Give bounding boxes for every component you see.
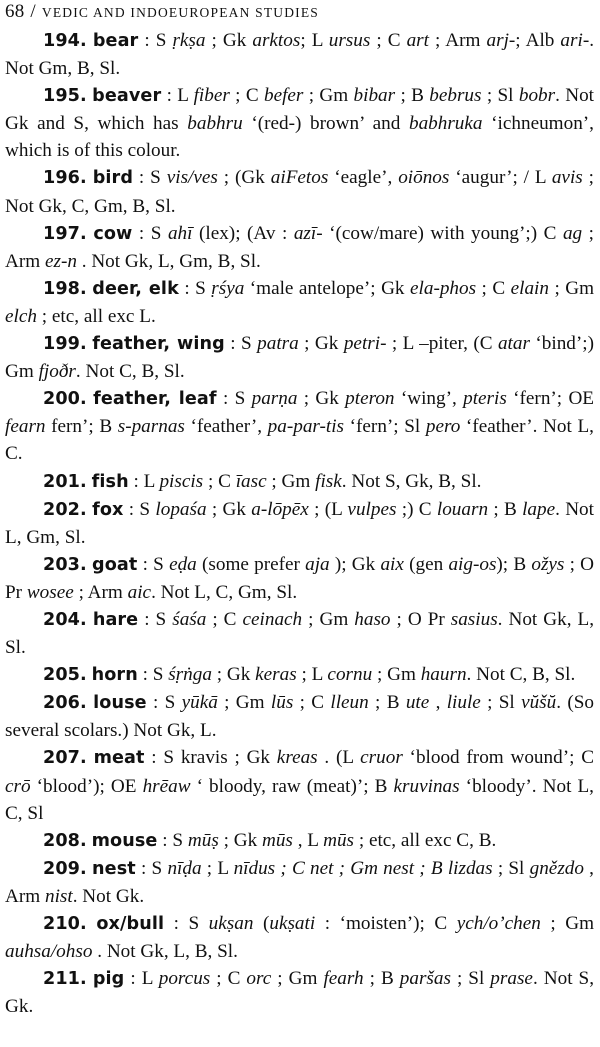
entry-headword: deer, elk [92, 278, 179, 299]
entry-mouse [5, 827, 594, 855]
entry-text: ; Arm [5, 222, 594, 272]
entry-text: ‘(cow/mare) with young’;) C [322, 222, 563, 244]
cognate-form: elain [510, 277, 549, 299]
entry-number: 201. [43, 471, 87, 492]
entry-text: ; Gm [548, 277, 595, 299]
cognate-form: pero [425, 416, 461, 438]
cognate-form: liule [446, 692, 481, 714]
entry-text: ; Gm [217, 692, 271, 714]
cognate-form: eḍa [169, 553, 197, 575]
cognate-form: cornu [327, 664, 373, 686]
entry-text: : S [216, 388, 252, 410]
cognate-form: patra [257, 333, 299, 355]
entry-text: ; C [210, 968, 247, 990]
entry-number: 207. [43, 748, 87, 769]
entry-number: 195. [43, 86, 87, 107]
entry-lead [5, 747, 145, 768]
cognate-form: kruvinas [393, 775, 460, 797]
entry-text: . Not C, B, Sl. [466, 664, 576, 686]
entry-text: ; O Pr [390, 608, 451, 630]
entry-text: : S [137, 664, 169, 686]
entry-fish [5, 468, 594, 496]
entry-text: : ‘moisten’); C [315, 913, 457, 934]
cognate-form: śaśa [172, 608, 207, 630]
cognate-form: ceinach [242, 608, 303, 630]
entry-text: ‘augur’; / L [449, 167, 552, 189]
entry-text: fern’; B [45, 416, 118, 438]
entry-text: ‘ bloody, raw (meat)’; B [190, 775, 394, 797]
entry-text: : S [135, 857, 168, 879]
entry-text: : S [178, 277, 212, 299]
entry-lead [5, 388, 217, 409]
cognate-form: mūs [323, 829, 355, 851]
entry-text: ; Gm [271, 968, 324, 990]
entry-cow [5, 220, 594, 275]
entry-text: ‘ichneumon’, which is of this colour. [5, 113, 594, 162]
cognate-form: ukṣati [269, 913, 316, 934]
entry-headword: ox/bull [96, 914, 165, 934]
entry-text: ; B [395, 85, 430, 107]
cognate-form: babhru [187, 113, 243, 135]
entry-headword: bird [92, 168, 134, 189]
entry-text: ; L [201, 857, 234, 879]
entry-headword: feather, leaf [93, 389, 217, 410]
entry-text: : S kravis ; Gk [144, 747, 277, 769]
entry-number: 210. [43, 914, 87, 934]
entry-headword: beaver [92, 86, 162, 107]
entry-lead [5, 333, 225, 354]
cognate-form: pa-par-tis [267, 416, 345, 438]
cognate-form: piscis [159, 470, 204, 492]
cognate-form: arj- [486, 30, 516, 51]
cognate-form: atar [497, 333, 530, 355]
entry-text: : L [161, 85, 194, 107]
entry-nest [5, 855, 594, 910]
entry-text: ; B [368, 692, 406, 714]
cognate-form: haurn [420, 664, 467, 686]
entry-text: ; C [229, 85, 264, 107]
entry-lead [5, 554, 137, 575]
entry-number: 204. [43, 609, 87, 630]
entry-text: ; Sl [492, 857, 530, 879]
entry-text: ( [253, 913, 270, 934]
cognate-form: bibar [353, 85, 396, 107]
cognate-form: vis/ves [166, 167, 218, 189]
entry-text: ;) C [396, 498, 437, 520]
entry-text: ); Gk [329, 553, 381, 575]
cognate-form: ych/o’chen [456, 913, 541, 934]
cognate-form: ez-n [44, 250, 77, 272]
page-number: 68 [5, 1, 25, 22]
cognate-form: aig-os [448, 553, 497, 575]
entry-text: ; C [476, 277, 511, 299]
entry-text: . Not S, Gk, B, Sl. [341, 470, 482, 492]
entry-number: 202. [43, 499, 87, 520]
entry-deer-elk [5, 275, 594, 330]
cognate-form: parṇa [251, 388, 298, 410]
entry-text: ; Gk [211, 664, 256, 686]
cognate-form: hrēaw [142, 775, 191, 797]
cognate-form: avis [551, 167, 583, 189]
cognate-form: aix [380, 553, 404, 575]
cognate-form: orc [246, 968, 272, 990]
entry-lead [5, 223, 132, 244]
entry-text: . Not S, Gk. [5, 968, 594, 1018]
entry-lead [5, 830, 157, 851]
entry-text: (some prefer [196, 553, 306, 575]
cognate-form: lopaśa [155, 498, 207, 520]
entry-number: 209. [43, 858, 87, 879]
entry-horn [5, 661, 594, 689]
entry-text: , Arm [5, 857, 594, 907]
entry-meat [5, 744, 594, 826]
entry-text: . Not C, B, Sl. [75, 361, 185, 383]
entry-text: ; Gm [302, 608, 355, 630]
entry-number: 203. [43, 554, 87, 575]
cognate-form: befer [263, 85, 304, 107]
entry-text: (gen [403, 553, 449, 575]
entry-number: 196. [43, 168, 87, 189]
entry-text: . Not Gk and S, which has [5, 85, 595, 135]
entry-text: . (So several scolars.) Not Gk, L. [5, 692, 594, 742]
entry-text: : L [124, 968, 159, 990]
entry-text: , [429, 692, 447, 714]
entry-text: ; Alb [515, 30, 561, 51]
entry-text: ‘blood from wound’; C [402, 747, 594, 769]
entry-text: ; L [296, 664, 328, 686]
cognate-form: keras [255, 664, 297, 686]
entry-text: : S [224, 333, 258, 355]
cognate-form: īasc [235, 470, 267, 492]
entry-goat [5, 551, 594, 606]
entry-text: ‘eagle’, [328, 167, 399, 189]
cognate-form: ṛśya [211, 277, 245, 299]
entry-number: 199. [43, 334, 87, 355]
cognate-form: nist [44, 885, 73, 907]
cognate-form: louarn [436, 498, 489, 520]
entry-text: (lex); (Av : [192, 222, 294, 244]
entry-text: ; Gm [303, 85, 354, 107]
cognate-form: fisk [315, 470, 342, 492]
entry-text: ; Gm [372, 664, 421, 686]
cognate-form: petri- [343, 333, 387, 355]
entry-text: ; Gk [205, 30, 253, 51]
cognate-form: vŭšŭ [521, 692, 557, 714]
entry-bird [5, 164, 594, 219]
cognate-form: nīḍa [167, 857, 202, 879]
entry-text: ; Arm [428, 30, 487, 51]
entry-text: ; (Gk [217, 167, 271, 189]
entry-number: 197. [43, 223, 87, 244]
cognate-form: paršas [399, 968, 451, 990]
entry-text: ‘fern’; Sl [344, 416, 426, 438]
entry-text: ‘(red-) brown’ and [242, 113, 409, 135]
entry-text: ; Sl [480, 692, 522, 714]
entry-headword: nest [92, 858, 136, 879]
cognate-form: ari- [560, 30, 590, 51]
cognate-form: bobr [518, 85, 556, 107]
entry-text: ; O Pr [5, 553, 595, 603]
entry-text: : S [137, 553, 170, 575]
entry-text: ‘fern’; OE [506, 388, 595, 410]
entry-hare [5, 606, 594, 661]
cognate-form: bebrus [429, 85, 482, 107]
entry-lead [5, 858, 136, 879]
cognate-form: oiōnos [398, 167, 450, 189]
entry-text: ; Gk [218, 829, 262, 851]
cognate-form: fearh [323, 968, 364, 990]
cognate-form: a-lōpēx [251, 498, 309, 520]
entry-text: ; B [488, 498, 523, 520]
cognate-form: fearn [5, 416, 46, 438]
entry-text: ; Gk [297, 388, 346, 410]
entry-fox [5, 496, 594, 551]
entry-text: ; C [293, 692, 331, 714]
cognate-form: arktos [252, 30, 301, 51]
entry-headword: meat [93, 748, 145, 769]
entry-text: ; C [206, 608, 243, 630]
cognate-form: aiFetos [270, 167, 329, 189]
entry-text: ‘male antelope’; Gk [244, 277, 410, 299]
entry-text: ; Gm [540, 913, 595, 934]
entry-number: 208. [43, 830, 87, 851]
cognate-form: nīdus ; C net ; Gm nest ; B lizdas [233, 857, 493, 879]
entry-headword: pig [92, 969, 125, 990]
cognate-form: sasius [450, 608, 498, 630]
entry-text: ‘bloody’. Not L, C, Sl [5, 775, 594, 824]
entry-text: . Not Gm, B, Sl. [5, 30, 594, 80]
entry-lead [5, 471, 129, 492]
cognate-form: haso [354, 608, 391, 630]
entry-number: 206. [43, 693, 87, 714]
cognate-form: gnězdo [529, 857, 584, 879]
entry-lead [5, 30, 138, 51]
entry-text: , L [292, 829, 324, 851]
cognate-form: pteris [463, 388, 507, 410]
entry-lead [5, 167, 133, 188]
cognate-form: crō [5, 775, 31, 797]
cognate-form: ahī [167, 222, 193, 244]
entry-text: . (L [317, 747, 361, 769]
entry-lead [5, 499, 124, 520]
entry-lead [5, 913, 164, 934]
entry-feather-leaf [5, 385, 594, 467]
entry-headword: hare [92, 609, 139, 630]
cognate-form: cruor [360, 747, 403, 769]
entry-ox-bull [5, 910, 594, 965]
cognate-form: wosee [26, 581, 74, 603]
entry-number: 205. [43, 665, 87, 686]
entry-text: ; L [300, 30, 329, 51]
entry-headword: fox [92, 499, 124, 520]
cognate-form: lleun [330, 692, 369, 714]
entry-text: : S [138, 608, 173, 630]
entry-lead [5, 609, 138, 630]
cognate-form: ute [405, 692, 430, 714]
cognate-form: ursus [328, 30, 371, 51]
entry-text: ; Sl [481, 85, 519, 107]
entry-text: : S [164, 913, 209, 934]
running-title: VEDIC AND INDOEUROPEAN STUDIES [41, 5, 320, 20]
cognate-form: vulpes [347, 498, 397, 520]
cognate-form: art [406, 30, 429, 51]
entry-text: . Not L, Gm, Sl. [5, 498, 594, 548]
entry-list [5, 27, 594, 1020]
entry-pig [5, 965, 594, 1020]
cognate-form: ukṣan [208, 913, 254, 934]
cognate-form: śṛṅga [168, 664, 212, 686]
cognate-form: ela-phos [410, 277, 477, 299]
entry-text: ; C [203, 470, 236, 492]
cognate-form: azī- [293, 222, 323, 244]
entry-headword: bear [92, 31, 139, 51]
entry-text: ); B [496, 553, 532, 575]
entry-text: ; Not Gk, C, Gm, B, Sl. [5, 167, 594, 217]
cognate-form: prase [490, 968, 533, 990]
header-separator: / [30, 1, 36, 22]
entry-number: 200. [43, 389, 87, 410]
cognate-form: s-parnas [117, 416, 185, 438]
entry-text: . Not L, C, Gm, Sl. [151, 581, 298, 603]
cognate-form: lape [522, 498, 556, 520]
entry-headword: louse [93, 693, 147, 714]
cognate-form: auhsa/ohso [5, 941, 93, 963]
cognate-form: ṛkṣa [172, 30, 206, 51]
entry-louse [5, 689, 594, 744]
entry-text: : L [128, 470, 160, 492]
cognate-form: elch [5, 305, 37, 327]
cognate-form: porcus [158, 968, 211, 990]
entry-text: . Not Gk, L, Sl. [5, 608, 595, 659]
entry-text: ; etc, all exc L. [36, 305, 156, 327]
entry-text: ; Sl [450, 968, 491, 990]
entry-number: 194. [43, 31, 87, 51]
entry-text: ; Gk [206, 498, 252, 520]
cognate-form: aic [127, 581, 152, 603]
entry-text: ‘feather’, [184, 416, 268, 438]
entry-text: . Not Gk. [72, 885, 145, 907]
entry-lead [5, 85, 161, 106]
entry-lead [5, 278, 179, 299]
cognate-form: ag [562, 222, 583, 244]
entry-lead [5, 968, 124, 989]
entry-bear [5, 27, 594, 82]
entry-feather-wing [5, 330, 594, 385]
cognate-form: mūs [261, 829, 293, 851]
cognate-form: kreas [276, 747, 318, 769]
entry-text: : S [133, 167, 167, 189]
cognate-form: lūs [270, 692, 294, 714]
entry-text: ; Gm [266, 470, 316, 492]
entry-text: ‘blood’); OE [30, 775, 143, 797]
entry-beaver [5, 82, 594, 164]
entry-text: ‘feather’. Not L, C. [5, 416, 594, 465]
entry-headword: cow [93, 223, 133, 244]
cognate-form: babhruka [408, 113, 483, 135]
entry-text: . Not Gk, L, B, Sl. [92, 941, 238, 963]
entry-text: ; etc, all exc C, B. [354, 829, 497, 851]
entry-headword: horn [91, 665, 138, 686]
entry-text: : S [157, 829, 188, 851]
entry-number: 211. [43, 969, 87, 990]
entry-text: ; (L [308, 498, 348, 520]
entry-text: ; Arm [73, 581, 128, 603]
entry-headword: fish [91, 471, 129, 492]
entry-headword: feather, wing [92, 334, 225, 355]
entry-text: ; B [363, 968, 400, 990]
entry-text: ; L –piter, (C [386, 333, 498, 355]
entry-number: 198. [43, 278, 87, 299]
entry-text: : S [146, 692, 182, 714]
entry-text: ; C [370, 30, 407, 51]
cognate-form: fjoðr [38, 361, 76, 383]
entry-headword: mouse [91, 830, 158, 851]
cognate-form: yūkā [181, 692, 218, 714]
entry-text: : S [138, 30, 173, 51]
cognate-form: ožys [531, 553, 565, 575]
entry-lead [5, 692, 147, 713]
cognate-form: pteron [345, 388, 395, 410]
entry-text: ; Gk [298, 333, 344, 355]
entry-text: : S [123, 498, 156, 520]
running-header [5, 0, 594, 27]
entry-text: : S [132, 222, 168, 244]
entry-text: . Not Gk, L, Gm, B, Sl. [76, 250, 261, 272]
cognate-form: aja [305, 553, 330, 575]
entry-headword: goat [92, 554, 138, 575]
entry-text: ‘wing’, [394, 388, 464, 410]
entry-text: ‘bind’;) Gm [5, 333, 594, 383]
cognate-form: mūṣ [187, 829, 219, 851]
cognate-form: fiber [193, 85, 230, 107]
entry-lead [5, 664, 138, 685]
